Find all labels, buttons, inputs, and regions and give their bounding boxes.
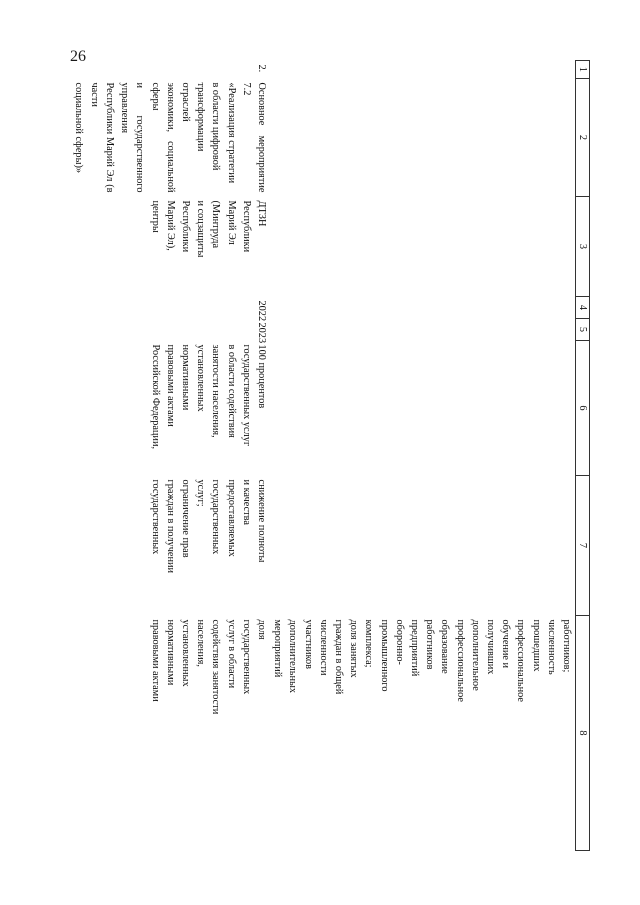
cell-line: занятости населения, <box>210 344 222 438</box>
header-cell: 5 <box>576 319 590 341</box>
cell-line: предприятий <box>408 619 420 677</box>
table-row <box>71 61 270 851</box>
header-cell: 4 <box>576 297 590 319</box>
cell-line: получивших <box>484 619 496 675</box>
cell-line: экономики, социальной сферы <box>149 82 176 193</box>
cell-line: промышленного <box>378 619 390 692</box>
cell-line: в области содействия <box>225 344 237 438</box>
cell-line: работников <box>424 619 436 670</box>
cell-line: численности <box>317 619 329 676</box>
cell-line: ограничение прав <box>179 479 191 558</box>
header-cell: 7 <box>576 476 590 616</box>
cell-line: государственных <box>240 619 252 695</box>
cell-line: дополнительное <box>469 619 481 691</box>
cell-line: Российской Федерации, <box>149 344 161 450</box>
cell-line: нормативными <box>164 619 176 686</box>
header-cell: 3 <box>576 197 590 297</box>
table-header-row <box>576 61 590 851</box>
cell-line: численность <box>545 619 557 675</box>
cell-line: установленных <box>179 619 191 687</box>
cell-line: профессиональное <box>515 619 527 702</box>
cell-line: государственных услуг <box>240 344 252 447</box>
cell-line: оборонно- <box>393 619 405 665</box>
cell-line: Основное мероприятие 7.2 <box>240 82 267 193</box>
cell-line: доля <box>255 619 267 640</box>
cell-line: трансформации отраслей <box>179 82 207 152</box>
cell-line: профессиональное <box>454 619 466 702</box>
cell-line: доля занятых <box>348 619 360 678</box>
cell-line: услуг; <box>195 479 207 507</box>
cell-line: граждан в получении <box>164 479 176 573</box>
cell-line: Республики <box>179 200 191 253</box>
executor-cell <box>71 197 270 297</box>
cell-line: дополнительных <box>287 619 299 694</box>
cell-line: и качества <box>240 479 252 525</box>
header-cell: 1 <box>576 61 590 79</box>
cell-line: участников <box>302 619 314 669</box>
cell-line: ДТЗН <box>255 200 267 227</box>
continuation-indicators-cell <box>270 616 576 851</box>
cell-line: услуг в области <box>225 619 237 689</box>
expected-result-cell <box>71 341 270 476</box>
cell-line: граждан в общей <box>332 619 344 695</box>
cell-line: «Реализация стратегии <box>225 82 237 184</box>
row-number: 2. <box>255 64 267 73</box>
cell-line: установленных <box>195 344 207 412</box>
cell-line: нормативными <box>179 344 191 411</box>
end-year-cell: 2023 <box>255 322 267 344</box>
cell-line: предоставляемых <box>225 479 237 557</box>
cell-line: социальной сферы)» <box>73 82 85 174</box>
cell-line: образование <box>439 619 451 674</box>
page-number: 26 <box>70 48 86 65</box>
header-cell: 8 <box>576 616 590 851</box>
cell-line: Республики <box>240 200 252 253</box>
cell-line: (Минтруда <box>210 200 222 249</box>
header-cell: 6 <box>576 341 590 476</box>
cell-line: государственных <box>149 479 161 555</box>
cell-line: населения, <box>195 619 207 667</box>
cell-line: содействия занятости <box>210 619 222 715</box>
cell-line: Республики Марий Эл (в части <box>88 82 115 193</box>
cell-line: и соцзащиты <box>195 200 207 258</box>
activity-name-cell <box>71 79 270 197</box>
activities-table <box>71 60 590 851</box>
cell-line: правовыми актами <box>149 619 161 702</box>
cell-line: обучение и <box>500 619 512 669</box>
header-cell: 2 <box>576 79 590 197</box>
cell-line: в области цифровой <box>210 82 222 171</box>
consequences-cell <box>71 476 270 616</box>
indicators-cell <box>71 616 270 851</box>
cell-line: Марий Эл <box>225 200 237 245</box>
cell-line: мероприятий <box>272 619 284 678</box>
continuation-row <box>270 61 576 851</box>
rotated-table-page <box>73 60 590 850</box>
start-year-cell: 2022 <box>255 300 267 322</box>
cell-line: центры <box>149 200 161 233</box>
cell-line: 100 процентов <box>255 344 267 409</box>
cell-line: комплекса; <box>363 619 375 668</box>
cell-line: правовыми актами <box>164 344 176 427</box>
cell-line: и государственного управления <box>119 82 146 193</box>
cell-line: работников; <box>561 619 572 673</box>
cell-line: государственных <box>210 479 222 555</box>
cell-line: Марий Эл), <box>164 200 176 251</box>
cell-line: прошедших <box>530 619 542 672</box>
cell-line: снижение полноты <box>255 479 267 563</box>
